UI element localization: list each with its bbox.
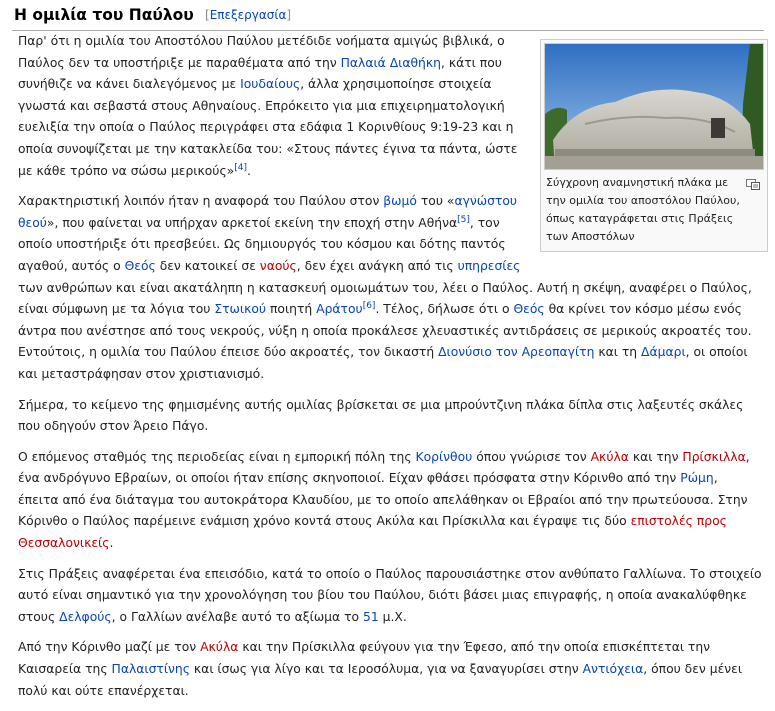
text: Στις Πράξεις αναφέρεται ένα επεισόδιο, κατά το οποίο ο Παύλος παρουσιάστηκε στον ανθύπατο Γαλλίωνα. Το στοιχείο αυτό είναι σημαντικό για την χρονολόγηση του βίου του Παύλου, διότι βάσει μιας επιγραφής, η οποία ανακαλύφθηκε στους bbox=[18, 566, 762, 624]
edit-section-link[interactable]: Επεξεργασία bbox=[209, 8, 287, 22]
link-jews[interactable]: Ιουδαίους bbox=[240, 77, 301, 92]
link-epistles-thessalonians[interactable]: επιστολές προς Θεσσαλονικείς bbox=[18, 514, 727, 551]
link-god[interactable]: Θεός bbox=[124, 258, 156, 273]
memorial-plaque-photo[interactable] bbox=[544, 43, 764, 170]
reference-link-4[interactable]: [4] bbox=[234, 162, 247, 173]
text: Ο επόμενος σταθμός της περιοδείας είναι η εμπορική πόλη της bbox=[18, 449, 416, 464]
text: Παρ' ότι η ομιλία του Αποστόλου Παύλου μετέδιδε νοήματα αμιγώς βιβλικά, ο Παύλος δεν τα υποστήριξε με παραθέματα από την bbox=[18, 34, 505, 70]
text: . Τέλος, δήλωσε ότι ο bbox=[375, 302, 514, 317]
text: Σήμερα, το κείμενο της φημισμένης αυτής ομιλίας βρίσκεται σε μια μπρούντζινη πλάκα δίπλα στις λαξευτές σκάλες που οδηγούν στον Άρειο Πάγο. bbox=[18, 397, 744, 434]
caption-text: Σύγχρονη αναμνηστική πλάκα με την ομιλία του αποστόλου Παύλου, όπως καταγράφεται στις Πράξεις των Αποστόλων bbox=[546, 176, 740, 243]
thumbnail-caption bbox=[544, 172, 764, 248]
text: και ίσως για λίγο και τα Ιεροσόλυμα, για να ξαναγυρίσει στην bbox=[189, 662, 583, 677]
link-delphi[interactable]: Δελφούς bbox=[59, 609, 112, 624]
link-aquila[interactable]: Ακύλα bbox=[590, 449, 629, 464]
link-damaris[interactable]: Δάμαρι bbox=[641, 345, 686, 360]
text: , έπειτα από ένα διάταγμα του αυτοκράτορα Κλαυδίου, με το οποίο απελάθηκαν οι Εβραίοι από την πρωτεύουσα. Στην Κόρινθο ο Παύλος παρέμεινε ενάμιση χρόνο κοντά στους Ακύλα και Πρίσκιλλα και έγραψε τις δύο bbox=[18, 471, 748, 529]
text: , ένα ανδρόγυνο Εβραίων, οι οποίοι ήταν επίσης σκηνοποιοί. Είχαν φθάσει πρόσφατα στην Κόρινθο από την bbox=[18, 449, 750, 486]
text: , όπου δεν μένει πολύ και ούτε επανέρχεται. bbox=[18, 662, 742, 698]
reference-link-6[interactable]: [6] bbox=[362, 301, 376, 312]
text: , άλλα χρησιμοποίησε στοιχεία γνωστά και σεβαστά στους Αθηναίους. Επρόκειτο για μια επιχειρηματολογική ευελιξία την οποία ο Παύλος περιγράφει στα εδάφια 1 Κορινθίους 9:19-23 και η οποία συνοψίζεται με την κατακλείδα του: «Στους πάντες έγινα τα πάντα, ώστε με κάθε τρόπο να σώσω μερικούς» bbox=[18, 77, 518, 178]
link-altar[interactable]: βωμό bbox=[383, 194, 417, 209]
text: όπου γνώρισε τον bbox=[472, 449, 591, 464]
text: , δεν έχει ανάγκη από τις bbox=[296, 258, 458, 273]
section-title: Η ομιλία του Παύλου bbox=[14, 6, 194, 24]
link-stoic[interactable]: Στωικού bbox=[214, 302, 267, 317]
text: και την Πρίσκιλλα φεύγουν για την Έφεσο, από την οποία επισκέπτεται την Καισαρεία της bbox=[18, 640, 711, 677]
link-year-51[interactable]: 51 bbox=[363, 609, 379, 624]
text: Χαρακτηριστική λοιπόν ήταν η αναφορά του Παύλου στον bbox=[18, 194, 384, 209]
paragraph-3 bbox=[12, 395, 768, 438]
section-heading bbox=[12, 2, 764, 31]
link-priscilla[interactable]: Πρίσκιλλα bbox=[682, 449, 746, 464]
paragraph-5 bbox=[12, 564, 768, 629]
text: , κάτι που συνήθιζε να κάνει διαλεγόμενος με bbox=[18, 55, 502, 92]
paragraph-4 bbox=[12, 447, 768, 555]
magnify-icon[interactable] bbox=[746, 179, 760, 190]
text: μ.Χ. bbox=[378, 609, 407, 624]
link-dionysius-areopagite[interactable]: Διονύσιο τον Αρεοπαγίτη bbox=[438, 345, 595, 360]
text: του « bbox=[416, 194, 455, 209]
thumbnail-figure bbox=[540, 39, 768, 252]
text: και τη bbox=[594, 345, 642, 360]
text: δεν κατοικεί σε bbox=[155, 258, 260, 273]
reference-4 bbox=[234, 163, 247, 173]
text: . bbox=[247, 163, 251, 178]
text: , ο Γαλλίων ανέλαβε αυτό το αξίωμα το bbox=[111, 609, 363, 624]
link-services[interactable]: υπηρεσίες bbox=[457, 258, 521, 273]
text: Από την Κόρινθο μαζί με τον bbox=[18, 640, 201, 655]
reference-link-5[interactable]: [5] bbox=[457, 214, 470, 225]
link-temples[interactable]: ναούς bbox=[259, 258, 297, 273]
link-rome[interactable]: Ρώμη bbox=[680, 471, 714, 486]
reference-5 bbox=[457, 215, 470, 225]
edit-section bbox=[205, 7, 291, 23]
link-god-2[interactable]: Θεός bbox=[513, 302, 545, 317]
text: », που φαίνεται να υπήρχαν αρκετοί εκείνη την εποχή στην Αθήνα bbox=[46, 215, 458, 230]
text: , τον οποίο υποστήριξε ότι πρεσβεύει. Ως δημιουργός του κόσμου και δότης παντός αγαθού, αυτός ο bbox=[18, 215, 506, 273]
link-unknown-god[interactable]: αγνώστου θεού bbox=[18, 194, 518, 230]
edit-bracket-open: [ bbox=[205, 8, 210, 22]
text: , οι οποίοι και μεταστράφησαν στον χριστιανισμό. bbox=[18, 345, 748, 381]
text: των ανθρώπων και είναι ακατάληπη η κατασκευή ομοιωμάτων του, λέει ο Παύλος. Αυτή η σκέψη, αναφέρει ο Παύλος, είναι σύμφωνη με τα λόγια του bbox=[18, 280, 752, 317]
link-old-testament[interactable]: Παλαιά Διαθήκη bbox=[340, 55, 441, 70]
text: θα κρίνει τον κόσμο μέσω ενός άντρα που ανέστησε από τους νεκρούς, νύξη η οποία προκάλεσε χλευαστικές αντιδράσεις σε μερικούς ακροατές του. Εντούτοις, η ομιλία του Παύλου έπεισε δύο ακροατές, τον δικαστή bbox=[18, 302, 752, 360]
link-aquila-2[interactable]: Ακύλα bbox=[200, 640, 239, 655]
link-antioch[interactable]: Αντιόχεια bbox=[582, 662, 644, 677]
section-content bbox=[12, 31, 768, 711]
text: και την bbox=[628, 449, 683, 464]
text: ποιητή bbox=[266, 302, 317, 317]
link-palestine[interactable]: Παλαιστίνης bbox=[111, 662, 190, 677]
edit-bracket-close: ] bbox=[286, 8, 292, 22]
link-aratus[interactable]: Αράτου bbox=[316, 302, 363, 317]
link-corinth[interactable]: Κορίνθου bbox=[415, 449, 473, 464]
text: . bbox=[109, 536, 114, 551]
reference-6 bbox=[363, 301, 376, 311]
